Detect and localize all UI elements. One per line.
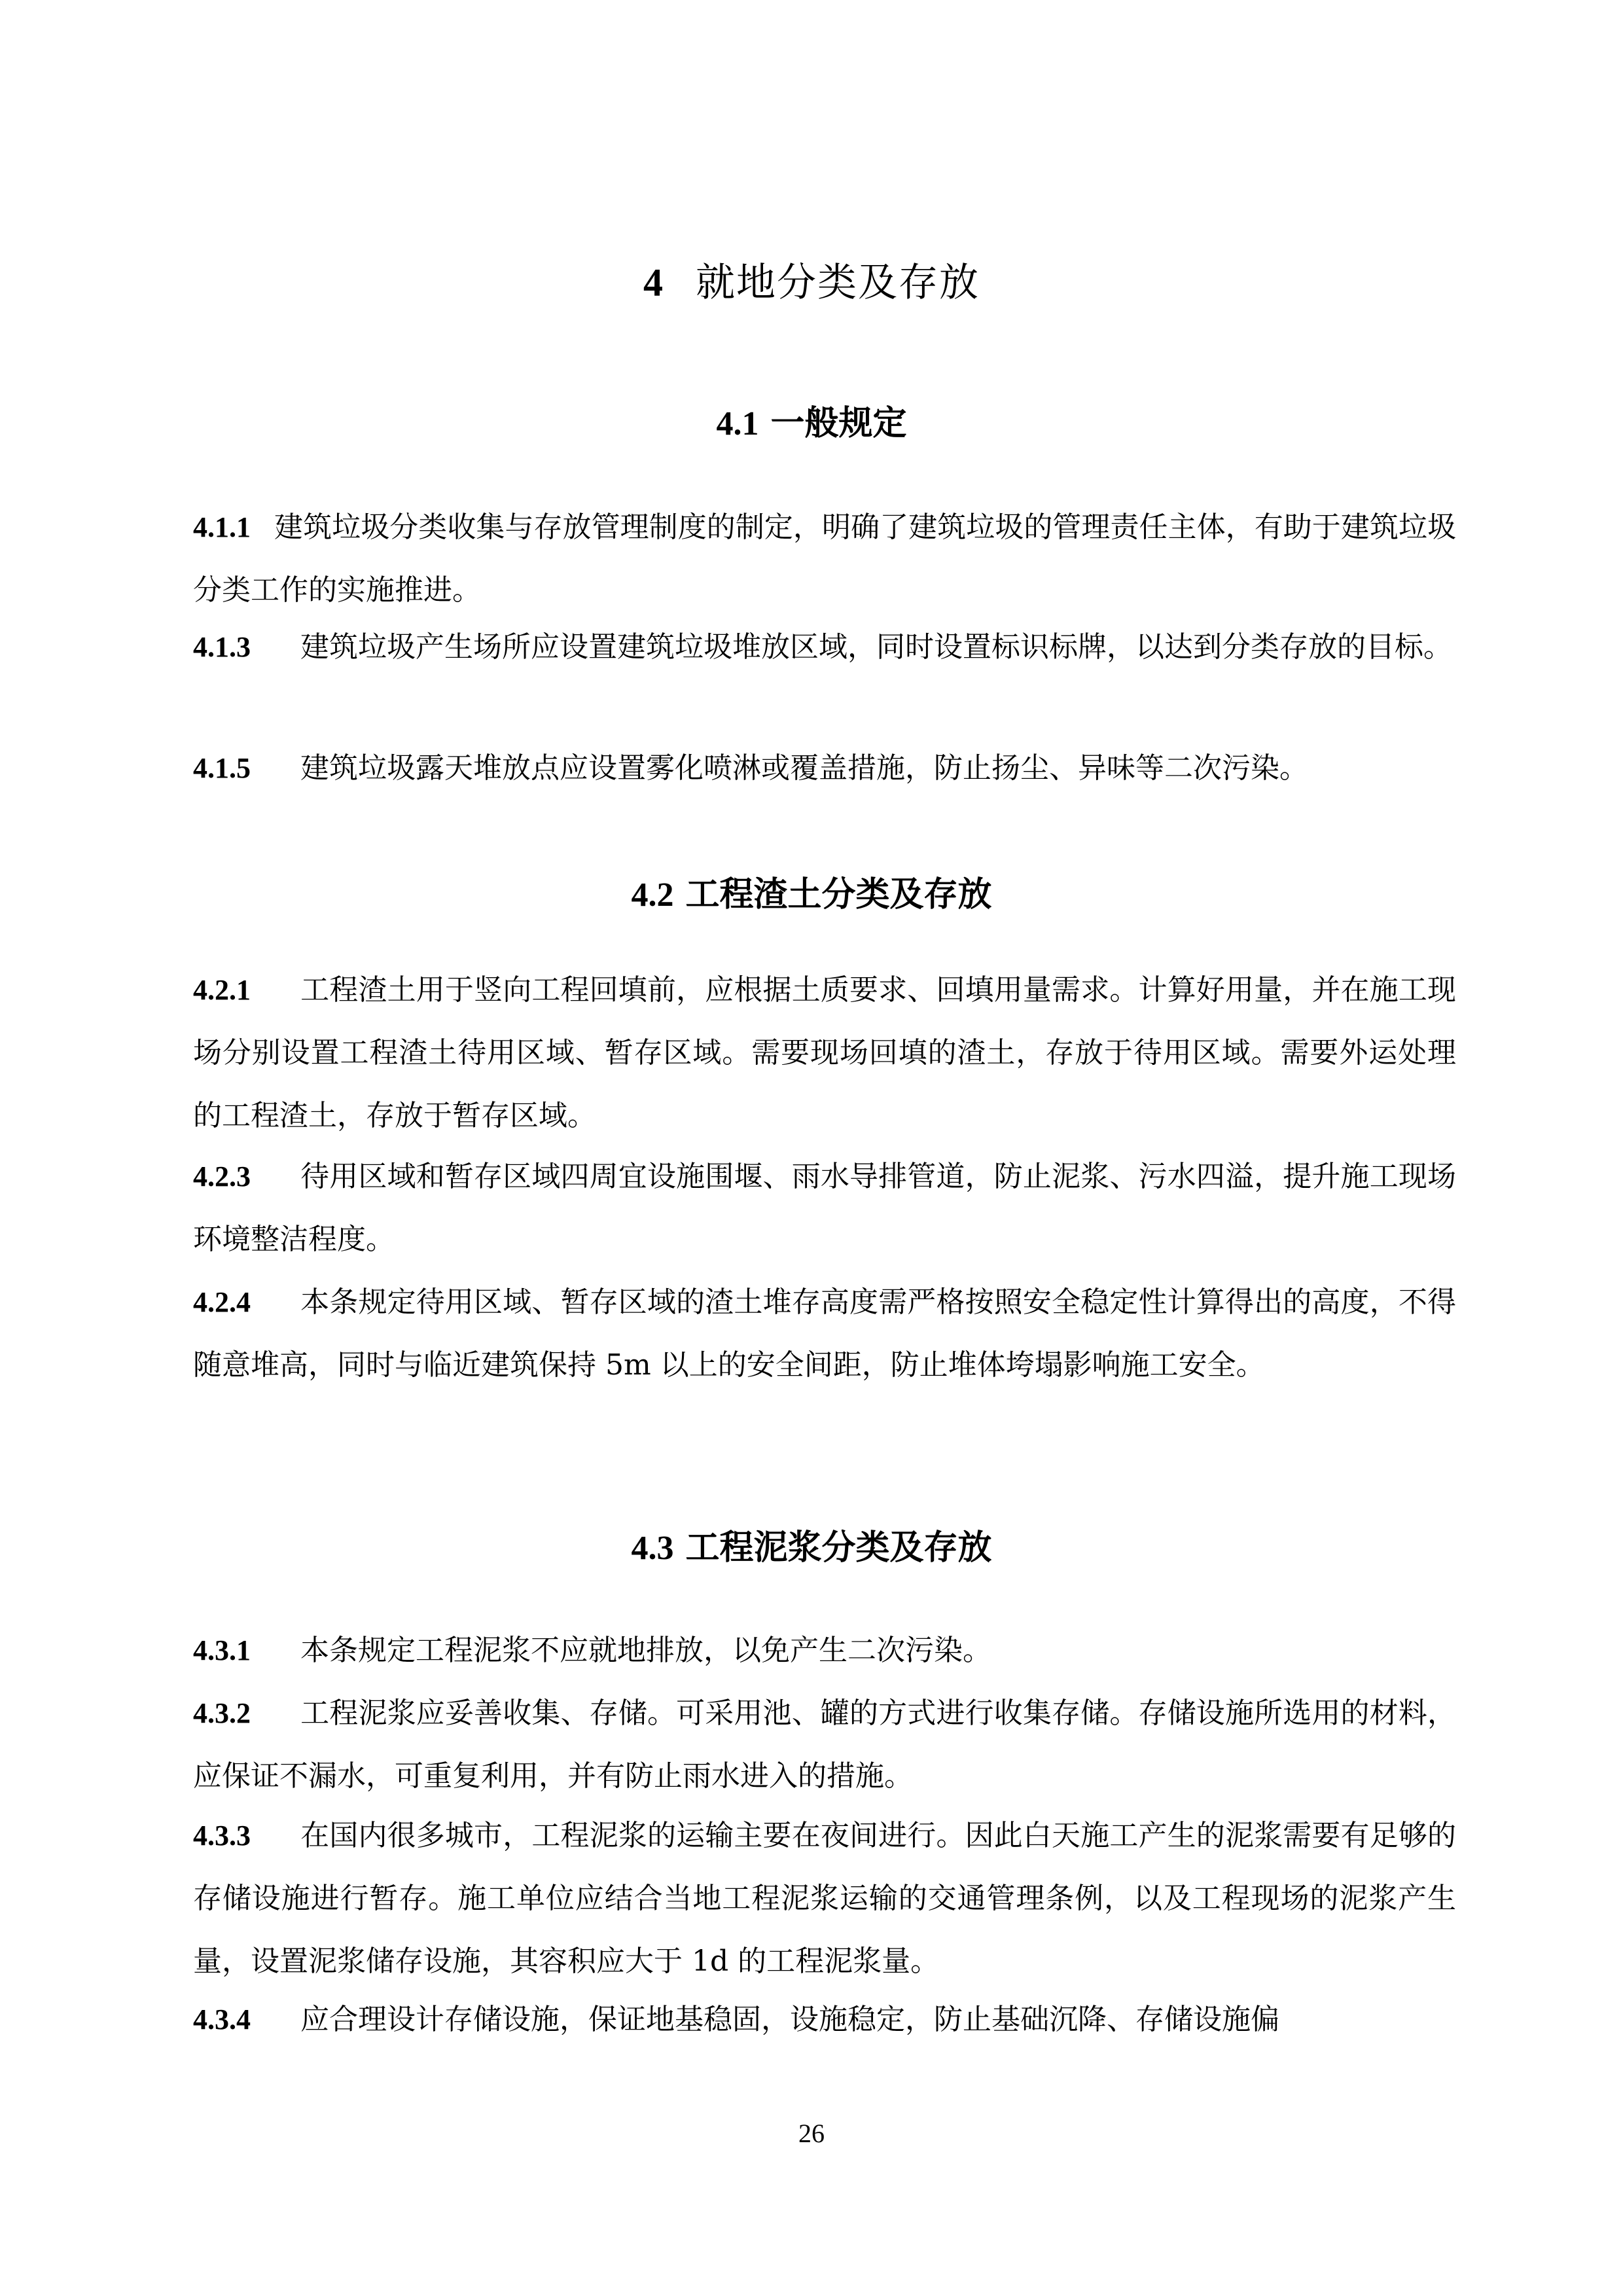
section-title-4-1 — [0, 394, 1623, 454]
page-number: 26 — [798, 2119, 825, 2148]
section-number: 4.3 — [631, 1530, 674, 1567]
section-title-4-3 — [0, 1518, 1623, 1578]
clause-4-2-1 — [193, 959, 1456, 1147]
clause-4-1-1 — [193, 496, 1456, 622]
clause-text: 工程渣土用于竖向工程回填前，应根据土质要求、回填用量需求。计算好用量，并在施工现场分别设置工程渣土待用区域、暂存区域。需要现场回填的渣土，存放于待用区域。需要外运处理的工程渣土，存放于暂存区域。 — [193, 973, 1456, 1132]
clause-number: 4.2.1 — [193, 974, 251, 1006]
clause-4-2-4 — [193, 1271, 1456, 1397]
clause-number: 4.3.2 — [193, 1697, 251, 1729]
section-title-4-2 — [0, 865, 1623, 925]
clause-text: 待用区域和暂存区域四周宜设施围堰、雨水导排管道，防止泥浆、污水四溢，提升施工现场环境整洁程度。 — [193, 1160, 1456, 1256]
clause-text: 建筑垃圾露天堆放点应设置雾化喷淋或覆盖措施，防止扬尘、异味等二次污染。 — [300, 751, 1308, 785]
clause-4-1-3 — [193, 616, 1456, 679]
clause-text: 本条规定待用区域、暂存区域的渣土堆存高度需严格按照安全稳定性计算得出的高度，不得随意堆高，同时与临近建筑保持 5m 以上的安全间距，防止堆体垮塌影响施工安全。 — [193, 1285, 1456, 1382]
clause-number: 4.3.4 — [193, 2003, 251, 2036]
clause-4-3-4 — [193, 1988, 1456, 2051]
clause-4-3-2 — [193, 1682, 1456, 1808]
chapter-title-text: 就地分类及存放 — [696, 260, 980, 306]
clause-number: 4.2.4 — [193, 1286, 251, 1318]
clause-text: 工程泥浆应妥善收集、存储。可采用池、罐的方式进行收集存储。存储设施所选用的材料，应保证不漏水，可重复利用，并有防止雨水进入的措施。 — [193, 1696, 1456, 1793]
clause-text: 建筑垃圾分类收集与存放管理制度的制定，明确了建筑垃圾的管理责任主体，有助于建筑垃圾分类工作的实施推进。 — [193, 511, 1456, 607]
section-number: 4.2 — [631, 876, 674, 914]
clause-number: 4.1.3 — [193, 631, 251, 663]
section-title-text: 一般规定 — [770, 404, 907, 443]
clause-text: 本条规定工程泥浆不应就地排放，以免产生二次污染。 — [300, 1634, 991, 1667]
clause-text: 建筑垃圾产生场所应设置建筑垃圾堆放区域，同时设置标识标牌，以达到分类存放的目标。 — [300, 630, 1452, 664]
clause-number: 4.2.3 — [193, 1160, 251, 1193]
section-number: 4.1 — [716, 405, 759, 442]
clause-number: 4.3.1 — [193, 1634, 251, 1666]
clause-text: 应合理设计存储设施，保证地基稳固，设施稳定，防止基础沉降、存储设施偏 — [300, 2003, 1279, 2036]
clause-4-1-5 — [193, 737, 1456, 800]
clause-number: 4.1.5 — [193, 752, 251, 784]
clause-4-3-3 — [193, 1804, 1456, 1993]
clause-4-3-1 — [193, 1619, 1456, 1682]
clause-number: 4.3.3 — [193, 1820, 251, 1852]
section-title-text: 工程泥浆分类及存放 — [685, 1528, 992, 1568]
clause-text: 在国内很多城市，工程泥浆的运输主要在夜间进行。因此白天施工产生的泥浆需要有足够的存储设施进行暂存。施工单位应结合当地工程泥浆运输的交通管理条例，以及工程现场的泥浆产生量，设置泥浆储存设施，其容积应大于 1d 的工程泥浆量。 — [193, 1819, 1456, 1978]
section-title-text: 工程渣土分类及存放 — [685, 875, 992, 914]
clause-4-2-3 — [193, 1145, 1456, 1271]
chapter-number: 4 — [643, 261, 664, 304]
chapter-title — [0, 250, 1623, 315]
clause-number: 4.1.1 — [193, 511, 251, 543]
